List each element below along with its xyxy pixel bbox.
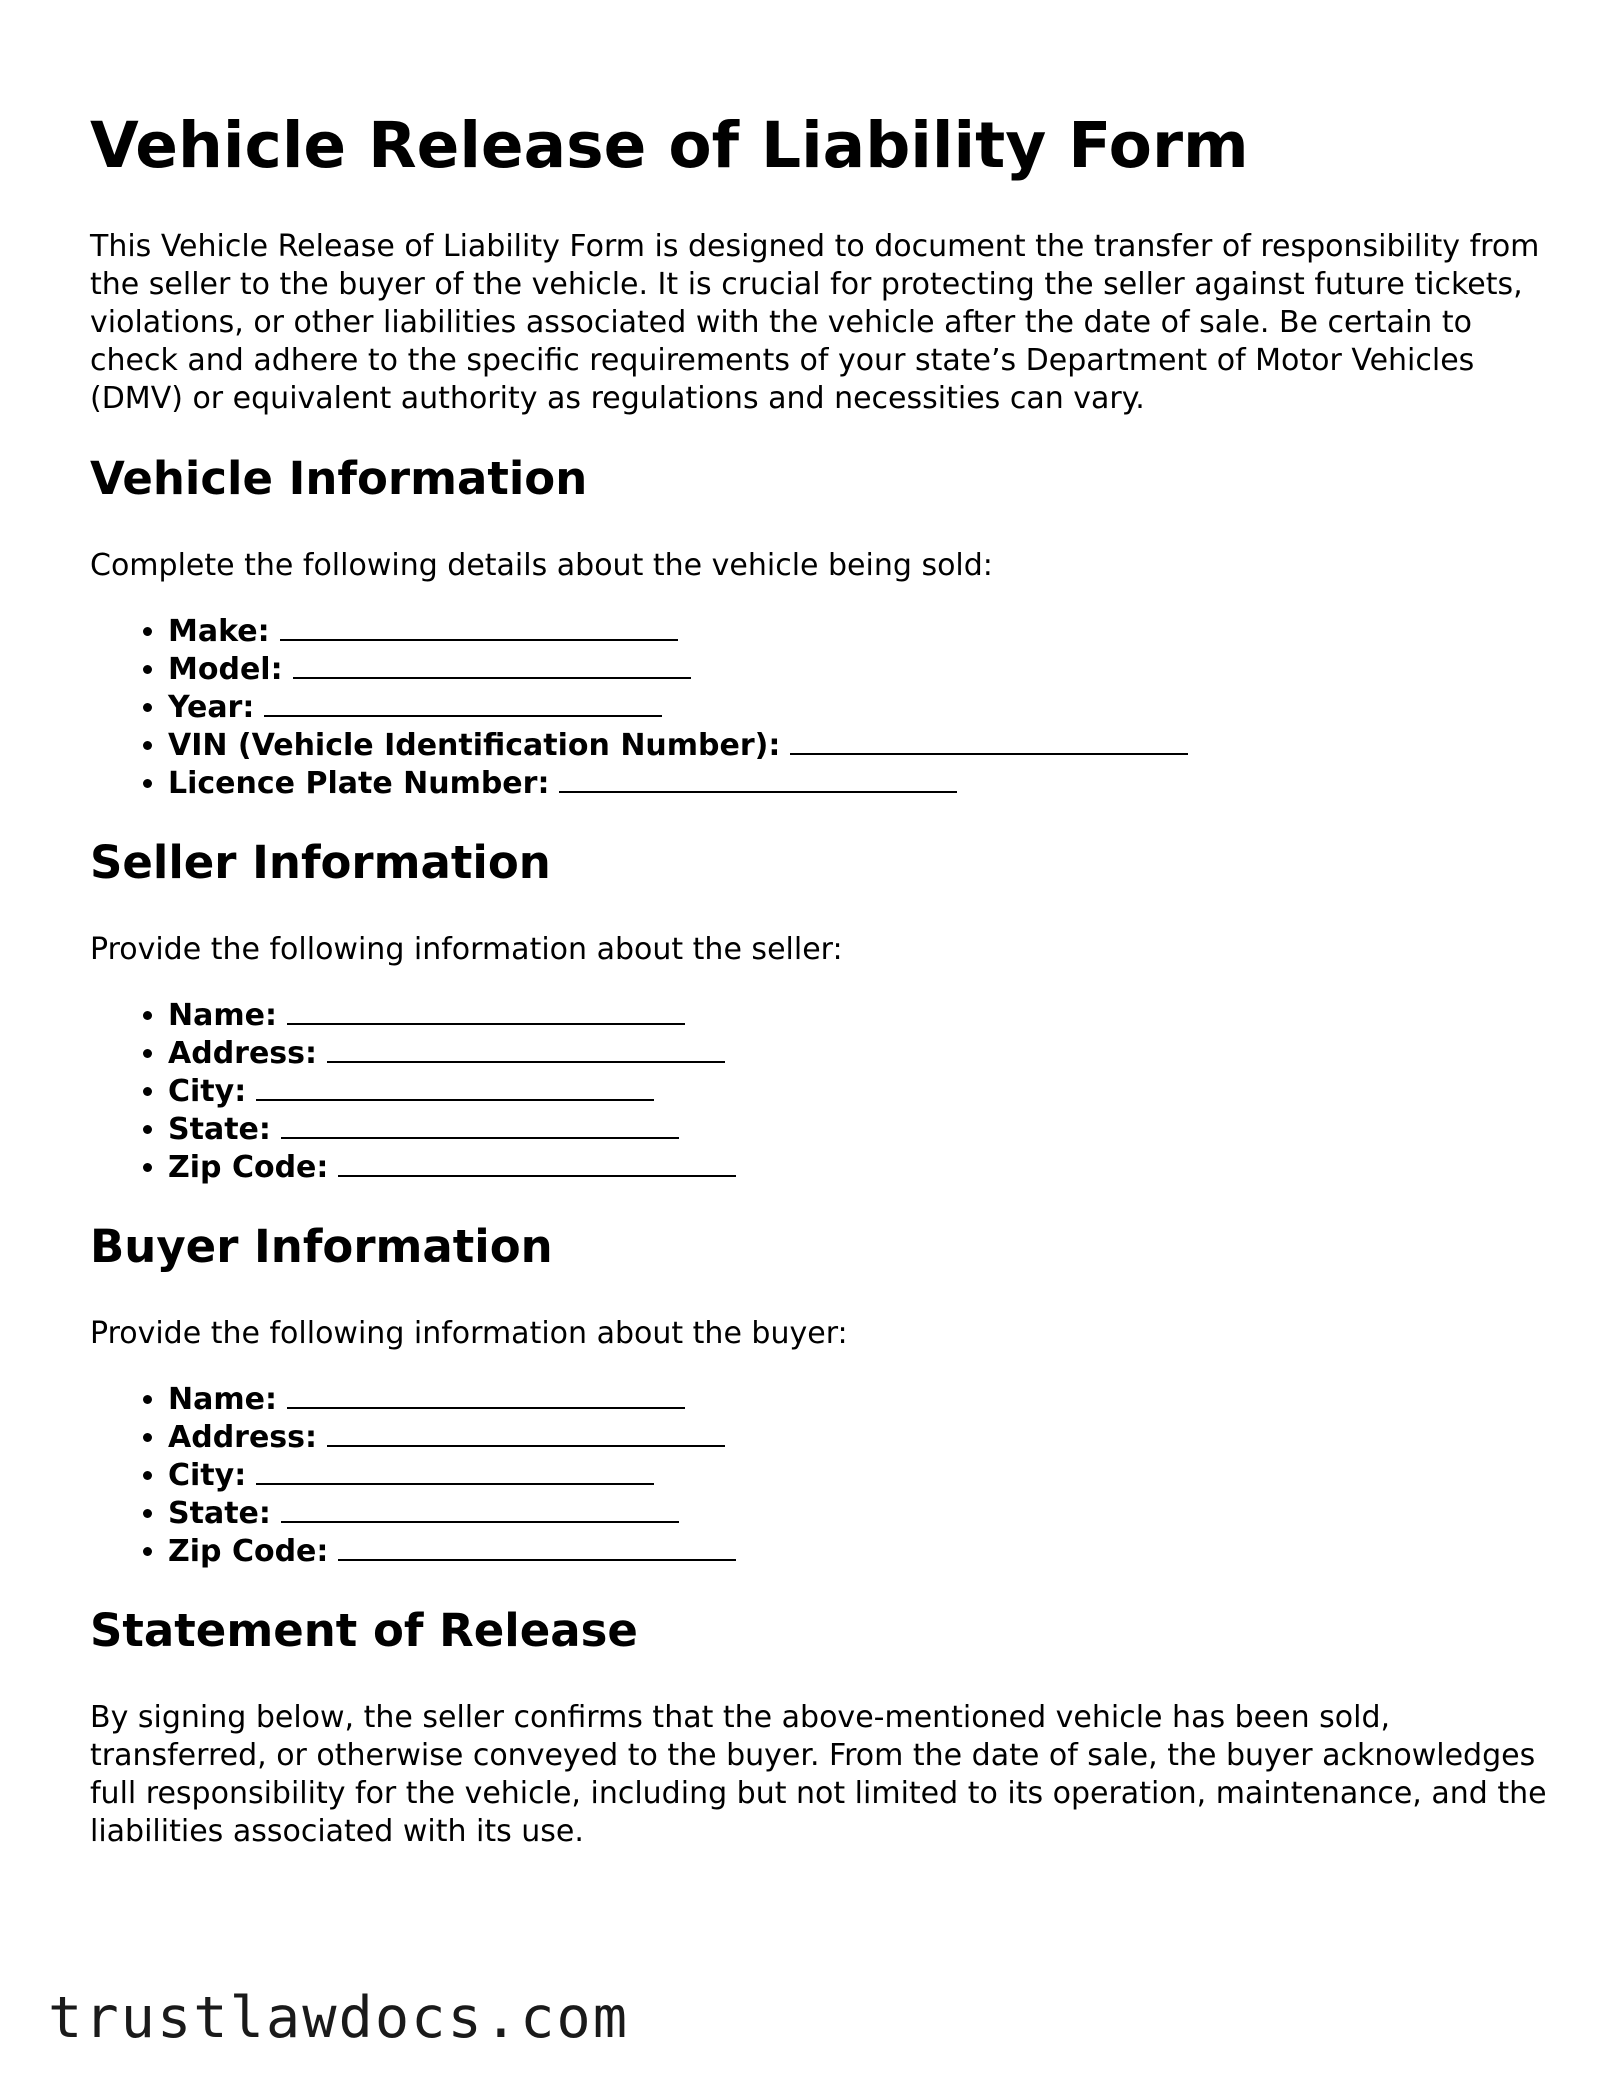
field-item [168, 1381, 1550, 1419]
field-item [168, 1533, 1550, 1571]
seller-fields-list [90, 997, 1550, 1187]
field-label: City: [168, 1073, 247, 1109]
field-item [168, 651, 1550, 689]
field-label: Address: [168, 1035, 318, 1071]
field-label: Licence Plate Number: [168, 765, 550, 801]
blank-line[interactable] [280, 615, 678, 641]
document-page [90, 108, 1550, 1851]
field-label: Name: [168, 997, 277, 1033]
blank-line[interactable] [559, 767, 957, 793]
field-label: City: [168, 1457, 247, 1493]
seller-lead: Provide the following information about the seller: [90, 931, 843, 967]
field-label: Year: [168, 689, 255, 725]
buyer-fields-list [90, 1381, 1550, 1571]
buyer-lead: Provide the following information about the buyer: [90, 1315, 848, 1351]
blank-line[interactable] [281, 1497, 679, 1523]
field-label: Model: [168, 651, 283, 687]
blank-line[interactable] [256, 1075, 654, 1101]
field-item [168, 1149, 1550, 1187]
field-label: State: [168, 1495, 271, 1531]
field-item [168, 765, 1550, 803]
blank-line[interactable] [790, 729, 1188, 755]
blank-line[interactable] [327, 1037, 725, 1063]
field-item [168, 1111, 1550, 1149]
field-item [168, 1035, 1550, 1073]
release-heading: Statement of Release [90, 1603, 638, 1657]
field-item [168, 1419, 1550, 1457]
field-item [168, 1495, 1550, 1533]
blank-line[interactable] [256, 1459, 654, 1485]
blank-line[interactable] [338, 1151, 736, 1177]
vehicle-heading: Vehicle Information [90, 451, 588, 505]
release-statement: By signing below, the seller confirms that the above-mentioned vehicle has been sold, transferred, or otherwise conveyed to the buyer. From the date of sale, the buyer acknowledges full responsibility for the vehicle, including but not limited to its operation, maintenance, and the liabilities associated with its use. [90, 1699, 1547, 1849]
field-item [168, 613, 1550, 651]
watermark: trustlawdocs.com [48, 1985, 630, 2051]
field-label: VIN (Vehicle Identification Number): [168, 727, 781, 763]
field-item [168, 1457, 1550, 1495]
blank-line[interactable] [327, 1421, 725, 1447]
field-label: Address: [168, 1419, 318, 1455]
field-item [168, 997, 1550, 1035]
field-label: State: [168, 1111, 271, 1147]
field-item [168, 1073, 1550, 1111]
field-label: Zip Code: [168, 1149, 329, 1185]
field-item [168, 689, 1550, 727]
blank-line[interactable] [293, 653, 691, 679]
intro-paragraph: This Vehicle Release of Liability Form is designed to document the transfer of responsibility from the seller to the buyer of the vehicle. It is crucial for protecting the seller against future tickets, violations, or other liabilities associated with the vehicle after the date of sale. Be certain to check and adhere to the specific requirements of your state’s Department of Motor Vehicles (DMV) or equivalent authority as regulations and necessities can vary. [90, 228, 1540, 416]
field-label: Zip Code: [168, 1533, 329, 1569]
field-label: Name: [168, 1381, 277, 1417]
blank-line[interactable] [287, 999, 685, 1025]
seller-heading: Seller Information [90, 835, 551, 889]
page-title: Vehicle Release of Liability Form [90, 109, 1249, 182]
blank-line[interactable] [281, 1113, 679, 1139]
vehicle-lead: Complete the following details about the vehicle being sold: [90, 547, 993, 583]
field-label: Make: [168, 613, 270, 649]
blank-line[interactable] [338, 1535, 736, 1561]
blank-line[interactable] [264, 691, 662, 717]
vehicle-fields-list [90, 613, 1550, 803]
blank-line[interactable] [287, 1383, 685, 1409]
buyer-heading: Buyer Information [90, 1219, 553, 1273]
field-item [168, 727, 1550, 765]
